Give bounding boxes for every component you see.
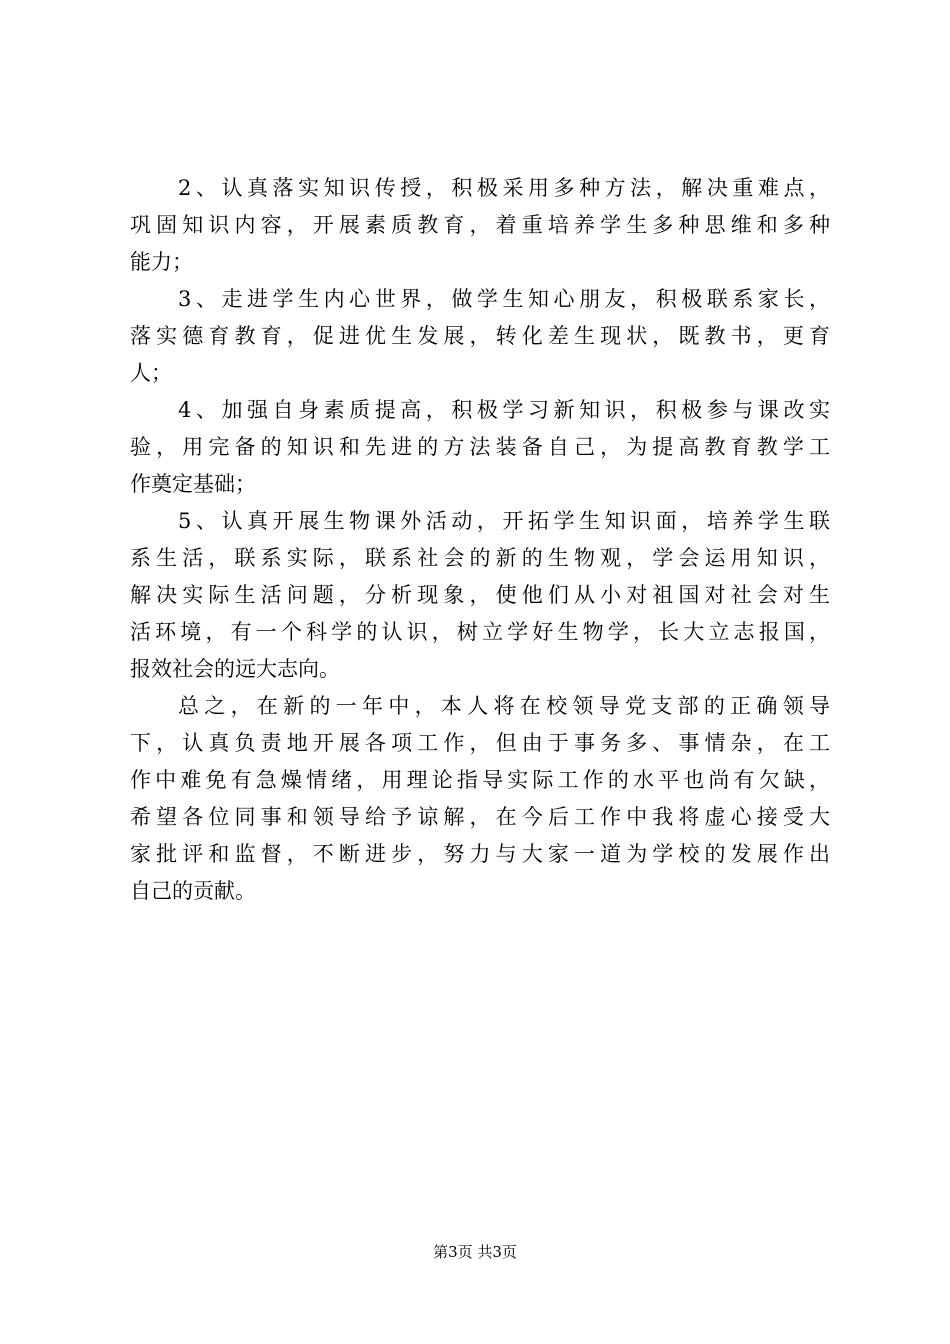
text-line: 报效社会的远大志向。 [130, 657, 340, 681]
text-line: 作奠定基础； [130, 472, 256, 496]
text-line: 落实德育教育，促进优生发展，转化差生现状，既教书，更育 [130, 324, 830, 348]
text-line: 4、加强自身素质提高，积极学习新知识，积极参与课改实 [178, 398, 830, 422]
paragraph-3 [130, 281, 830, 392]
text-line: 希望各位同事和领导给予谅解，在今后工作中我将虚心接受大 [130, 805, 830, 829]
document-body [130, 170, 830, 910]
page-number: 第3页 共3页 [433, 1243, 517, 1261]
text-line: 验，用完备的知识和先进的方法装备自己，为提高教育教学工 [130, 435, 830, 459]
paragraph-4 [130, 392, 830, 503]
text-line: 5、认真开展生物课外活动，开拓学生知识面，培养学生联 [178, 509, 830, 533]
text-line: 解决实际生活问题，分析现象，使他们从小对祖国对社会对生 [130, 583, 830, 607]
text-line: 作中难免有急燥情绪，用理论指导实际工作的水平也尚有欠缺， [130, 768, 830, 792]
text-line: 活环境，有一个科学的认识，树立学好生物学，长大立志报国， [130, 620, 830, 644]
text-line: 人； [130, 361, 172, 385]
text-line: 巩固知识内容，开展素质教育，着重培养学生多种思维和多种 [130, 213, 830, 237]
text-line: 2、认真落实知识传授，积极采用多种方法，解决重难点， [178, 176, 830, 200]
text-line: 下，认真负责地开展各项工作，但由于事务多、事情杂，在工 [130, 731, 830, 755]
text-line: 家批评和监督，不断进步，努力与大家一道为学校的发展作出 [130, 842, 830, 866]
text-line: 能力； [130, 250, 193, 274]
text-line: 自己的贡献。 [130, 879, 256, 903]
paragraph-2 [130, 170, 830, 281]
paragraph-5 [130, 503, 830, 688]
text-line: 3、走进学生内心世界，做学生知心朋友，积极联系家长， [178, 287, 830, 311]
text-line: 总之，在新的一年中，本人将在校领导党支部的正确领导 [178, 694, 830, 718]
text-line: 系生活，联系实际，联系社会的新的生物观，学会运用知识， [130, 546, 830, 570]
paragraph-summary [130, 688, 830, 910]
